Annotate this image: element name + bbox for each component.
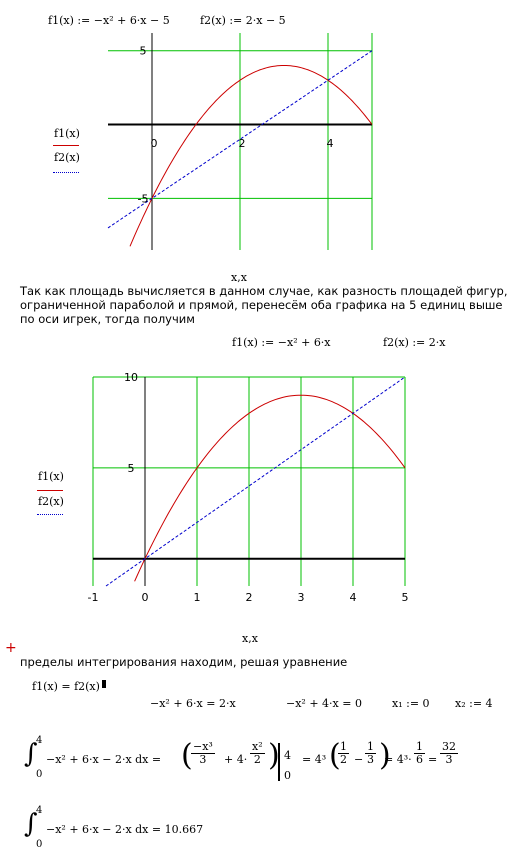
integral-sign-2: ∫ (24, 809, 38, 839)
legend-f2-label-2: f2(x) (38, 495, 64, 508)
series-f2(x) (106, 377, 405, 586)
y-tick-1: -5 (137, 192, 149, 206)
integral-1-integrand: −x² + 6·x − 2·x dx = (46, 753, 162, 766)
paren-close-2: ) (379, 738, 391, 773)
series-f1(x) (135, 395, 405, 581)
integral-2-expr: −x² + 6·x − 2·x dx = 10.667 (46, 823, 204, 836)
fraction-32-3: $\frac{32}{3}$ (442, 740, 456, 766)
x-tick-0: -1 (87, 591, 99, 604)
y-tick-0: 10 (124, 371, 138, 384)
x-tick-4: 3 (297, 591, 305, 604)
legend-f1-line-1 (53, 145, 79, 146)
y-tick-0: 5 (139, 44, 147, 58)
integral-1[interactable] (24, 735, 434, 785)
x-tick-2: 1 (193, 591, 201, 604)
result-a: = 4³ (302, 753, 327, 766)
integral-1-lower: 0 (36, 769, 43, 780)
f2-definition-2[interactable]: f2(x) := 2·x (383, 336, 446, 349)
x-tick-1: 0 (141, 591, 149, 604)
cursor-plus-icon: + (5, 640, 17, 656)
f1-definition-1[interactable]: f1(x) := −x² + 6·x − 5 (48, 14, 170, 27)
y-tick-1: 5 (127, 461, 135, 475)
fraction-neg-x3-over-3: $\frac{\text{−x³}}{3}$ (193, 740, 213, 766)
legend-f2-line-1 (53, 172, 79, 173)
f1-definition-2[interactable]: f1(x) := −x² + 6·x (232, 336, 331, 349)
legend-f2-line-2 (37, 514, 63, 515)
x-tick-1: 2 (238, 137, 246, 150)
fraction-1-3: $\frac{1}{3}$ (367, 740, 374, 766)
paren-close-1: ) (268, 738, 280, 773)
fraction-1-2: $\frac{1}{2}$ (340, 740, 347, 766)
x2-definition[interactable]: x₂ := 4 (455, 697, 493, 710)
x-tick-0: 0 (150, 137, 158, 150)
legend-f2-label-1: f2(x) (54, 151, 80, 164)
plot-2[interactable] (0, 360, 523, 620)
legend-f1-label-1: f1(x) (54, 127, 80, 140)
fraction-1-6: $\frac{1}{6}$ (416, 740, 423, 766)
equation-f1-eq-f2[interactable]: f1(x) = f2(x) (32, 680, 106, 693)
x-tick-2: 4 (326, 137, 334, 150)
x-tick-6: 5 (401, 591, 409, 604)
explanation-paragraph: Так как площадь вычисляется в данном случае, как разность площадей фигур, ограниченной параболой и прямой, перенесём оба графика на 5 единиц выше по оси игрек, тогда получим (20, 284, 508, 326)
legend-f1-line-2 (37, 490, 63, 491)
equation-2[interactable]: −x² + 6·x = 2·x (150, 697, 236, 710)
integral-1-upper: 4 (36, 735, 43, 746)
x-tick-3: 2 (245, 591, 253, 604)
x1-definition[interactable]: x₁ := 0 (392, 697, 430, 710)
minus-sign: − (354, 753, 364, 766)
x-tick-5: 4 (349, 591, 357, 604)
x-axis-label-2: x,x (242, 632, 258, 645)
legend-f1-label-2: f1(x) (38, 470, 64, 483)
integral-sign-1: ∫ (24, 739, 38, 769)
plus-4: + 4· (224, 753, 248, 766)
integral-2-upper: 4 (36, 805, 43, 816)
equals-sign: = (428, 753, 438, 766)
paren-open-2: ( (329, 738, 341, 773)
eval-upper: 4 (284, 749, 291, 762)
equation-3[interactable]: −x² + 4·x = 0 (286, 697, 362, 710)
result-b: = 4³· (384, 753, 412, 766)
fraction-x2-over-2: $\frac{\text{x²}}{2}$ (252, 740, 263, 766)
note-text: пределы интегрирования находим, решая уравнение (20, 655, 348, 669)
eval-bar (278, 743, 280, 781)
integral-2-lower: 0 (36, 839, 43, 850)
series-f1(x) (130, 66, 372, 247)
f2-definition-1[interactable]: f2(x) := 2·x − 5 (200, 14, 286, 27)
paren-open-1: ( (181, 738, 193, 773)
integral-1-tail (384, 735, 504, 785)
integral-2[interactable] (24, 805, 244, 853)
x-axis-label-1: x,x (231, 271, 247, 284)
eval-lower: 0 (284, 769, 291, 782)
